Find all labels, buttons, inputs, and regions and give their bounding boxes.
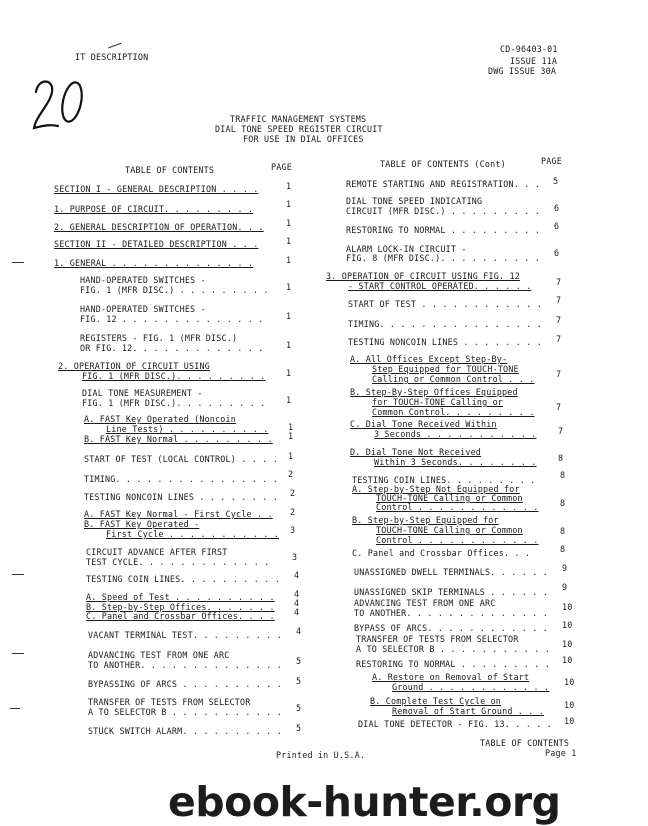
toc-entry: First Cycle . . . . . . . . . . . (106, 529, 279, 539)
footer-page-number: Page 1 (545, 748, 577, 758)
toc-page: 7 (556, 369, 562, 379)
document-title-line-2: DIAL TONE SPEED REGISTER CIRCUIT (215, 124, 383, 134)
toc-page: 9 (562, 582, 568, 592)
toc-page: 7 (556, 402, 562, 412)
toc-entry: TO ANOTHER. . . . . . . . . . . . . . (354, 608, 548, 618)
toc-page: 8 (560, 544, 566, 554)
toc-page: 6 (554, 203, 560, 213)
toc-entry: DIAL TONE SPEED INDICATING (346, 196, 483, 206)
printed-in-label: Printed in U.S.A. (276, 750, 366, 760)
toc-entry: HAND-OPERATED SWITCHES - (80, 275, 206, 285)
toc-entry: TESTING NONCOIN LINES . . . . . . . . (348, 337, 542, 347)
toc-page: 1 (286, 282, 292, 292)
toc-entry: 2. GENERAL DESCRIPTION OF OPERATION. . . (54, 222, 264, 232)
toc-entry: 2. OPERATION OF CIRCUIT USING (58, 361, 211, 371)
footer-toc-label: TABLE OF CONTENTS (480, 738, 570, 748)
toc-page: 6 (554, 248, 560, 258)
toc-page: 5 (296, 656, 302, 666)
toc-entry: B. FAST Key Operated - (84, 519, 200, 529)
margin-mark (12, 262, 24, 263)
toc-page: 7 (556, 295, 562, 305)
toc-page: 2 (288, 469, 294, 479)
toc-page: 4 (294, 570, 300, 580)
document-title-line-1: TRAFFIC MANAGEMENT SYSTEMS (230, 114, 367, 124)
toc-entry: RESTORING TO NORMAL . . . . . . . . . (346, 225, 540, 235)
toc-entry: Control . . . . . . . . . . . . (376, 535, 539, 545)
toc-entry: 3 Seconds . . . . . . . . . . . (374, 429, 537, 439)
toc-page: 3 (290, 525, 296, 535)
toc-page: 1 (286, 311, 292, 321)
toc-entry: 1. PURPOSE OF CIRCUIT. . . . . . . . . (54, 204, 254, 214)
toc-page: 7 (556, 315, 562, 325)
document-title-line-3: FOR USE IN DIAL OFFICES (243, 134, 364, 144)
toc-page: 5 (296, 703, 302, 713)
toc-entry: TESTING COIN LINES. . . . . . . . . (352, 475, 536, 485)
toc-entry: B. Step-by-Step Offices. . . . . . . (86, 602, 275, 612)
issue-number: ISSUE 11A (510, 56, 558, 66)
toc-entry: RESTORING TO NORMAL . . . . . . . . . (356, 659, 550, 669)
toc-entry: Calling or Common Control . . . (372, 374, 535, 384)
toc-page: 1 (286, 368, 292, 378)
drawing-number: CD-96403-01 (500, 44, 558, 54)
toc-page: 10 (564, 700, 575, 710)
toc-entry: TIMING. . . . . . . . . . . . . . . . (84, 474, 278, 484)
toc-entry: TIMING. . . . . . . . . . . . . . . . (348, 319, 542, 329)
toc-entry: UNASSIGNED SKIP TERMINALS . . . . . . (354, 587, 548, 597)
toc-page: 1 (286, 218, 292, 228)
toc-entry: UNASSIGNED DWELL TERMINALS. . . . . . (354, 567, 548, 577)
toc-page: 5 (553, 176, 559, 186)
margin-mark (12, 574, 24, 575)
toc-entry: for TOUCH-TONE Calling or (372, 397, 504, 407)
toc-entry: SECTION II - DETAILED DESCRIPTION . . . (54, 239, 259, 249)
toc-entry: 3. OPERATION OF CIRCUIT USING FIG. 12 (326, 271, 520, 281)
toc-page: 1 (288, 451, 294, 461)
toc-page: 5 (296, 723, 302, 733)
toc-entry: ALARM LOCK-IN CIRCUIT - (346, 244, 467, 254)
margin-mark (10, 708, 20, 709)
margin-mark (12, 653, 24, 654)
toc-entry: Removal of Start Ground . . . (392, 706, 545, 716)
toc-entry: START OF TEST . . . . . . . . . . . . (348, 299, 542, 309)
toc-entry: TOUCH-TONE Calling or Common (376, 493, 523, 503)
toc-entry: Within 3 Seconds. . . . . . . . (374, 457, 537, 467)
toc-page: 1 (286, 199, 292, 209)
toc-entry: FIG. 12 . . . . . . . . . . . . . . (80, 314, 264, 324)
toc-entry: - START CONTROL OPERATED. . . . . . (348, 281, 532, 291)
toc-page: 7 (556, 277, 562, 287)
toc-heading-right: TABLE OF CONTENTS (Cont) (380, 159, 506, 169)
toc-entry: A TO SELECTOR B . . . . . . . . . . . (88, 707, 282, 717)
toc-entry: Control . . . . . . . . . . . . (376, 502, 539, 512)
toc-page: 7 (556, 334, 562, 344)
toc-entry: ADVANCING TEST FROM ONE ARC (354, 598, 496, 608)
toc-entry: FIG. 1 (MFR DISC.). . . . . . . . . (82, 371, 266, 381)
toc-entry: REMOTE STARTING AND REGISTRATION. . . (346, 179, 540, 189)
toc-entry: VACANT TERMINAL TEST. . . . . . . . . (88, 630, 282, 640)
toc-entry: STUCK SWITCH ALARM. . . . . . . . . . (88, 726, 282, 736)
toc-page: 4 (294, 607, 300, 617)
toc-page: 10 (564, 716, 575, 726)
toc-page: 2 (290, 507, 296, 517)
toc-entry: A. All Offices Except Step-By- (350, 354, 508, 364)
toc-page: 1 (288, 431, 294, 441)
watermark-text: ebook-hunter.org (168, 778, 561, 826)
toc-entry: Line Tests) . . . . . . . . . . (106, 424, 269, 434)
toc-entry: OR FIG. 12. . . . . . . . . . . . . (80, 343, 264, 353)
dwg-issue-number: DWG ISSUE 30A (488, 66, 557, 76)
toc-entry: Ground . . . . . . . . . . . . (392, 682, 550, 692)
toc-entry: A TO SELECTOR B . . . . . . . . . . . (356, 644, 550, 654)
toc-entry: A. FAST Key Normal - First Cycle . . (84, 509, 273, 519)
toc-page: 8 (560, 526, 566, 536)
toc-entry: A. FAST Key Operated (Noncoin (84, 414, 237, 424)
toc-page: 8 (560, 470, 566, 480)
section-header-text: IT DESCRIPTION (75, 52, 149, 62)
toc-page: 6 (554, 221, 560, 231)
toc-entry: A. Step-by-Step Not Equipped for (352, 484, 520, 494)
toc-entry: ADVANCING TEST FROM ONE ARC (88, 650, 230, 660)
toc-entry: REGISTERS - FIG. 1 (MFR DISC.) (80, 333, 238, 343)
toc-entry: TOUCH-TONE Calling or Common (376, 525, 523, 535)
toc-page: 1 (286, 395, 292, 405)
toc-entry: TRANSFER OF TESTS FROM SELECTOR (356, 634, 519, 644)
toc-entry: A. Speed of Test . . . . . . . . . . (86, 592, 275, 602)
toc-entry: TO ANOTHER. . . . . . . . . . . . . . (88, 660, 282, 670)
toc-page-label-left: PAGE (271, 162, 292, 172)
toc-entry: A. Restore on Removal of Start (372, 672, 530, 682)
toc-entry: C. Panel and Crossbar Offices. . . (352, 548, 531, 558)
toc-entry: DIAL TONE MEASUREMENT - (82, 388, 203, 398)
toc-entry: Step Equipped for TOUCH-TONE (372, 364, 519, 374)
toc-page: 10 (562, 620, 573, 630)
toc-page: 10 (562, 639, 573, 649)
toc-page: 5 (296, 676, 302, 686)
toc-entry: DIAL TONE DETECTOR - FIG. 13. . . . . (358, 719, 552, 729)
toc-page: 4 (294, 598, 300, 608)
handwritten-page-number (28, 72, 88, 142)
toc-page: 9 (562, 563, 568, 573)
toc-entry: C. Dial Tone Received Within (350, 419, 497, 429)
toc-page: 2 (290, 488, 296, 498)
toc-entry: CIRCUIT (MFR DISC.) . . . . . . . . . (346, 206, 540, 216)
toc-page: 8 (558, 453, 564, 463)
toc-entry: C. Panel and Crossbar Offices. . . . (86, 611, 275, 621)
toc-page: 10 (562, 655, 573, 665)
toc-entry: TEST CYCLE. . . . . . . . . . . . . (86, 557, 270, 567)
toc-entry: TESTING COIN LINES. . . . . . . . . . (86, 574, 280, 584)
toc-entry: B. Step-By-Step Offices Equipped (350, 387, 518, 397)
toc-page: 1 (286, 340, 292, 350)
toc-page: 10 (564, 677, 575, 687)
toc-entry: TESTING NONCOIN LINES . . . . . . . . (84, 492, 278, 502)
toc-entry: 1. GENERAL . . . . . . . . . . . . . . (54, 258, 254, 268)
toc-page: 1 (288, 422, 294, 432)
toc-page: 1 (286, 255, 292, 265)
toc-entry: D. Dial Tone Not Received (350, 447, 482, 457)
toc-page: 8 (560, 498, 566, 508)
toc-entry: FIG. 8 (MFR DISC.). . . . . . . . . . (346, 253, 540, 263)
toc-page: 10 (562, 602, 573, 612)
toc-entry: B. FAST Key Normal . . . . . . . . . (84, 434, 273, 444)
toc-entry: BYPASS OF ARCS. . . . . . . . . . . . (354, 623, 548, 633)
toc-page: 7 (558, 426, 564, 436)
toc-page: 4 (296, 626, 302, 636)
toc-entry: BYPASSING OF ARCS . . . . . . . . . . (88, 679, 282, 689)
toc-page-label-right: PAGE (541, 156, 562, 166)
toc-page: 1 (286, 236, 292, 246)
toc-page: 1 (286, 181, 292, 191)
toc-page: 3 (292, 552, 298, 562)
toc-entry: HAND-OPERATED SWITCHES - (80, 304, 206, 314)
toc-entry: B. Step-by-Step Equipped for (352, 515, 499, 525)
toc-entry: Common Control. . . . . . . . . (372, 407, 535, 417)
toc-entry: START OF TEST (LOCAL CONTROL) . . . . (84, 454, 278, 464)
toc-heading-left: TABLE OF CONTENTS (125, 165, 215, 175)
toc-entry: FIG. 1 (MFR DISC.) . . . . . . . . . (80, 285, 269, 295)
toc-entry: SECTION I - GENERAL DESCRIPTION . . . . (54, 184, 259, 194)
toc-page: 4 (294, 589, 300, 599)
toc-entry: B. Complete Test Cycle on (370, 696, 502, 706)
toc-entry: TRANSFER OF TESTS FROM SELECTOR (88, 697, 251, 707)
toc-entry: CIRCUIT ADVANCE AFTER FIRST (86, 547, 228, 557)
toc-entry: FIG. 1 (MFR DISC.). . . . . . . . . (82, 398, 266, 408)
margin-mark (108, 43, 122, 49)
